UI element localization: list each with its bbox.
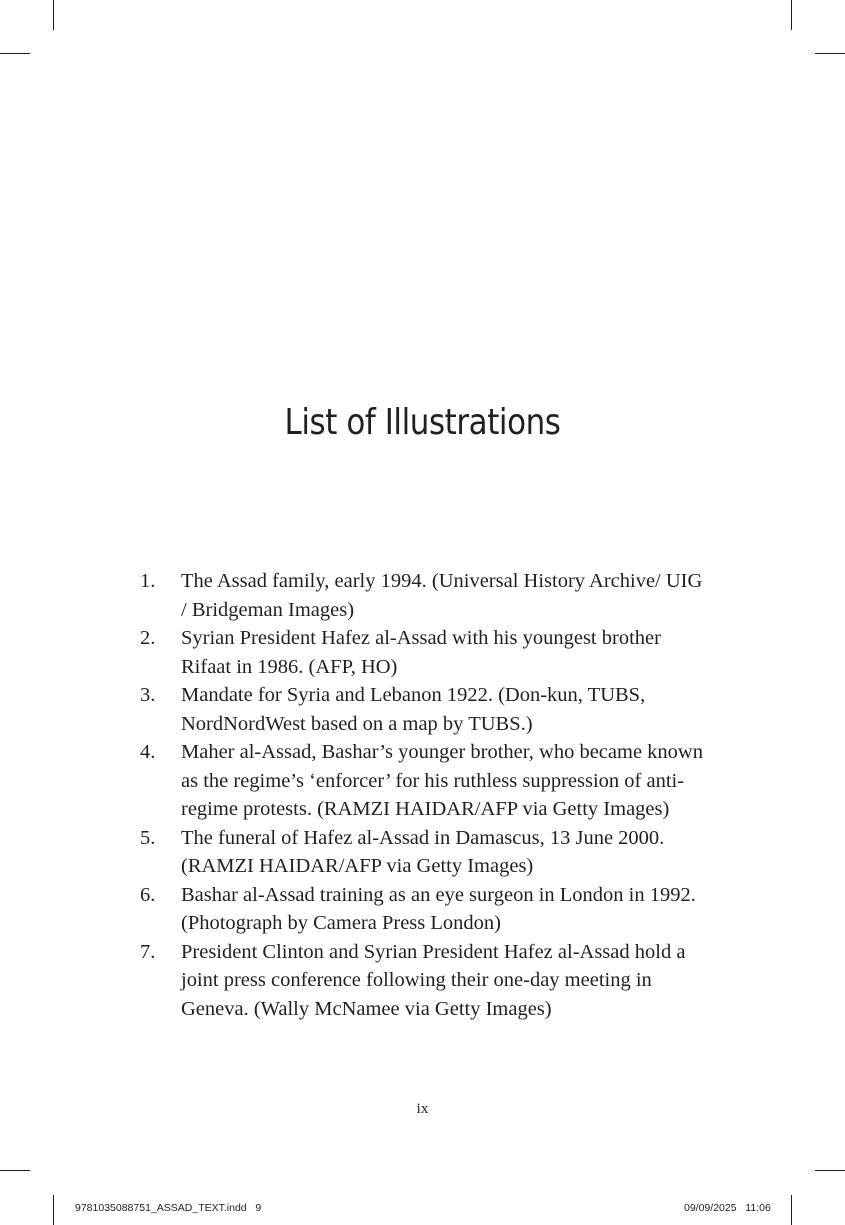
crop-mark-right-bottom bbox=[815, 1170, 845, 1171]
list-item-number: 3. bbox=[140, 684, 156, 706]
list-item bbox=[140, 681, 710, 738]
list-item bbox=[140, 567, 710, 624]
page-number: ix bbox=[416, 1101, 429, 1117]
list-item bbox=[140, 938, 710, 1024]
crop-mark-bottom-right bbox=[791, 1195, 792, 1225]
list-item-caption: Syrian President Hafez al-Assad with his youngest brother Rifaat in 1986. (AFP, HO) bbox=[181, 627, 661, 678]
list-item bbox=[140, 624, 710, 681]
list-item-number: 6. bbox=[140, 883, 156, 906]
list-item-caption: The funeral of Hafez al-Assad in Damascus, 13 June 2000. (RAMZI HAIDAR/AFP via Getty Images) bbox=[181, 826, 665, 877]
page-title: List of Illustrations bbox=[284, 402, 561, 443]
list-item bbox=[140, 824, 710, 881]
list-item bbox=[140, 881, 710, 938]
list-item-number: 7. bbox=[140, 940, 156, 963]
list-item-number: 5. bbox=[140, 826, 156, 849]
slug-filename: 9781035088751_ASSAD_TEXT.indd 9 bbox=[75, 1202, 262, 1214]
list-item-caption: Bashar al-Assad training as an eye surgeon in London in 1992. (Photograph by Camera Press London) bbox=[181, 883, 696, 934]
crop-mark-left-bottom bbox=[0, 1170, 30, 1171]
crop-mark-bottom-left bbox=[53, 1195, 54, 1225]
list-item-caption: The Assad family, early 1994. (Universal History Archive/ UIG / Bridgeman Images) bbox=[181, 570, 703, 621]
crop-mark-top-right bbox=[791, 0, 792, 30]
illustrations-list bbox=[140, 567, 710, 1023]
slug-timestamp: 09/09/2025 11:06 bbox=[684, 1202, 771, 1214]
crop-mark-top-left bbox=[53, 0, 54, 30]
list-item-caption: Mandate for Syria and Lebanon 1922. (Don-kun, TUBS, NordNordWest based on a map by TUBS.) bbox=[181, 684, 646, 735]
list-item bbox=[140, 738, 710, 824]
list-item-number: 4. bbox=[140, 741, 156, 763]
crop-mark-right-top bbox=[815, 53, 845, 54]
list-item-number: 2. bbox=[140, 627, 156, 649]
list-item-caption: President Clinton and Syrian President Hafez al-Assad hold a joint press conference following their one-day meeting in Geneva. (Wally McNamee via Getty Images) bbox=[181, 940, 686, 1020]
crop-mark-left-top bbox=[0, 53, 30, 54]
list-item-number: 1. bbox=[140, 570, 156, 592]
list-item-caption: Maher al-Assad, Bashar’s younger brother, who became known as the regime’s ‘enforcer’ for his ruthless suppression of anti-regime protests. (RAMZI HAIDAR/AFP via Getty Images) bbox=[181, 741, 703, 820]
